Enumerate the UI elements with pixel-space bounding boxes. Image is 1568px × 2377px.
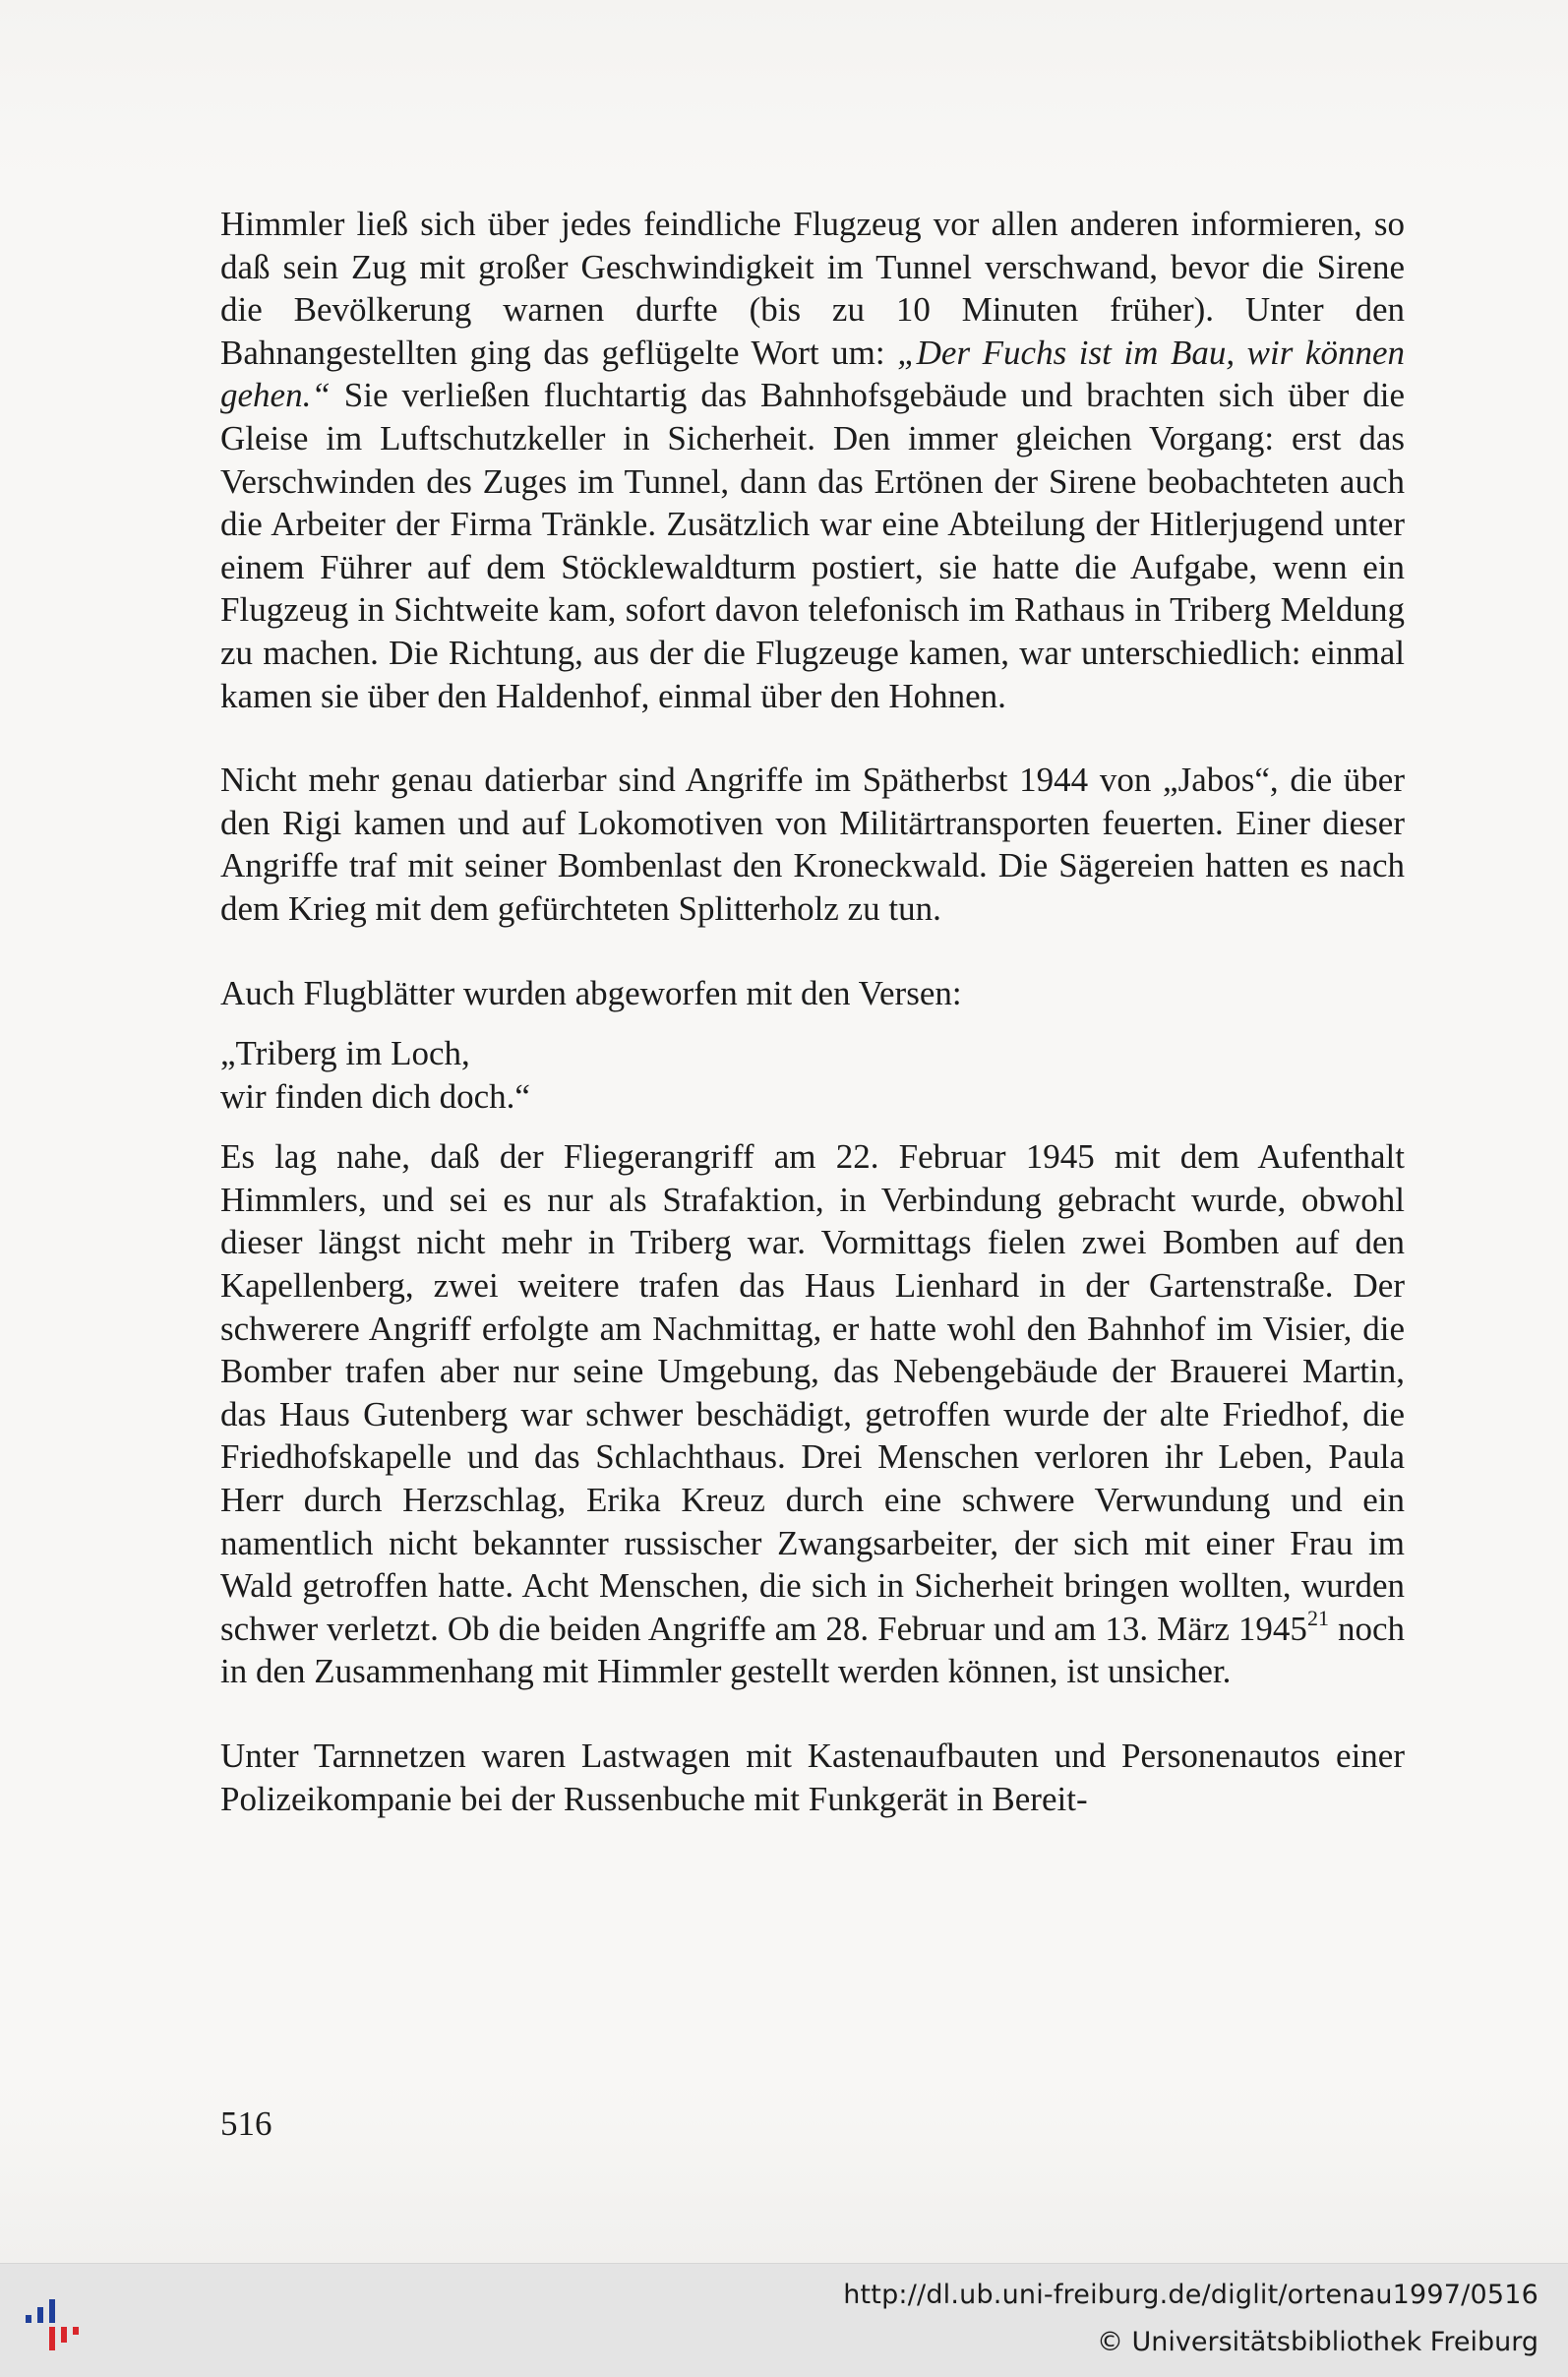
body-text xyxy=(220,203,1405,1820)
paragraph-1-text-b: Sie verließen fluchtartig das Bahnhofsgebäude und brachten sich über die Gleise im Luftschutzkeller in Sicherheit. Den immer gleichen Vorgang: erst das Verschwinden des Zuges im Tunnel, dann das Ertönen der Sirene beobachteten auch die Arbeiter der Firma Tränkle. Zusätzlich war eine Abteilung der Hitlerjugend unter einem Führer auf dem Stöcklewaldturm postiert, sie hatte die Aufgabe, wenn ein Flugzeug in Sichtweite kam, sofort davon telefonisch im Rathaus in Triberg Meldung zu machen. Die Richtung, aus der die Flugzeuge kamen, war unterschiedlich: einmal kamen sie über den Haldenhof, einmal über den Hohnen. xyxy=(220,376,1405,715)
paragraph-1 xyxy=(220,203,1405,717)
paragraph-4-text-b: noch in den Zusammenhang mit Himmler gestellt werden können, ist unsicher. xyxy=(220,1609,1405,1691)
footnote-marker: 21 xyxy=(1306,1606,1329,1631)
verse-line-1: „Triberg im Loch, xyxy=(220,1034,470,1073)
footer-bar xyxy=(0,2263,1568,2377)
verse-line-2: wir finden dich doch.“ xyxy=(220,1076,530,1116)
paragraph-4-text-a: Es lag nahe, daß der Fliegerangriff am 22. Februar 1945 mit dem Aufenthalt Himmlers, und sei es nur als Strafaktion, in Verbindung gebracht wurde, obwohl dieser längst nicht mehr in Triberg war. Vormittags fielen zwei Bomben auf den Kapellenberg, zwei weitere trafen das Haus Lienhard in der Gartenstraße. Der schwerere Angriff erfolgte am Nachmittag, er hatte wohl den Bahnhof im Visier, die Bomber trafen aber nur seine Umgebung, das Nebengebäude der Brauerei Martin, das Haus Gutenberg war schwer beschädigt, getroffen wurde der alte Friedhof, die Friedhofskapelle und das Schlachthaus. Drei Menschen verloren ihr Leben, Paula Herr durch Herzschlag, Erika Kreuz durch eine schwere Verwundung und ein namentlich nicht bekannter russischer Zwangsarbeiter, der sich mit einer Frau im Wald getroffen hatte. Acht Menschen, die sich in Sicherheit bringen wollten, wurden schwer verletzt. Ob die beiden Angriffe am 28. Februar und am 13. März 1945 xyxy=(220,1137,1405,1648)
paragraph-2: Nicht mehr genau datierbar sind Angriffe im Spätherbst 1944 von „Jabos“, die über den Rigi kamen und auf Lokomotiven von Militärtransporten feuerten. Einer dieser Angriffe traf mit seiner Bombenlast den Kroneckwald. Die Sägereien hatten es nach dem Krieg mit dem gefürchteten Splitterholz zu tun. xyxy=(220,761,1405,928)
paragraph-1-text-a: Himmler ließ sich über jedes feindliche Flugzeug vor allen anderen informieren, so daß sein Zug mit großer Geschwindigkeit im Tunnel verschwand, bevor die Sirene die Bevölkerung warnen durfte (bis zu 10 Minuten früher). Unter den Bahnangestellten ging das geflügelte Wort um: xyxy=(220,205,1405,372)
paragraph-1-quote: „Der Fuchs ist im Bau, wir können gehen.“ xyxy=(220,333,1405,415)
page-number: 516 xyxy=(220,2104,272,2143)
footer-url-link[interactable]: http://dl.ub.uni-freiburg.de/diglit/ortenau1997/0516 xyxy=(843,2280,1538,2310)
paragraph-4 xyxy=(220,1135,1405,1693)
paragraph-3: Auch Flugblätter wurden abgeworfen mit den Versen: xyxy=(220,973,962,1012)
ub-freiburg-logo-icon xyxy=(18,2286,96,2364)
paragraph-5: Unter Tarnnetzen waren Lastwagen mit Kastenaufbauten und Personenautos einer Polizeikompanie bei der Russenbuche mit Funkgerät in Bereit- xyxy=(220,1737,1405,1818)
footer-copyright: © Universitätsbibliothek Freiburg xyxy=(1096,2327,1538,2357)
verse xyxy=(220,1032,1405,1118)
